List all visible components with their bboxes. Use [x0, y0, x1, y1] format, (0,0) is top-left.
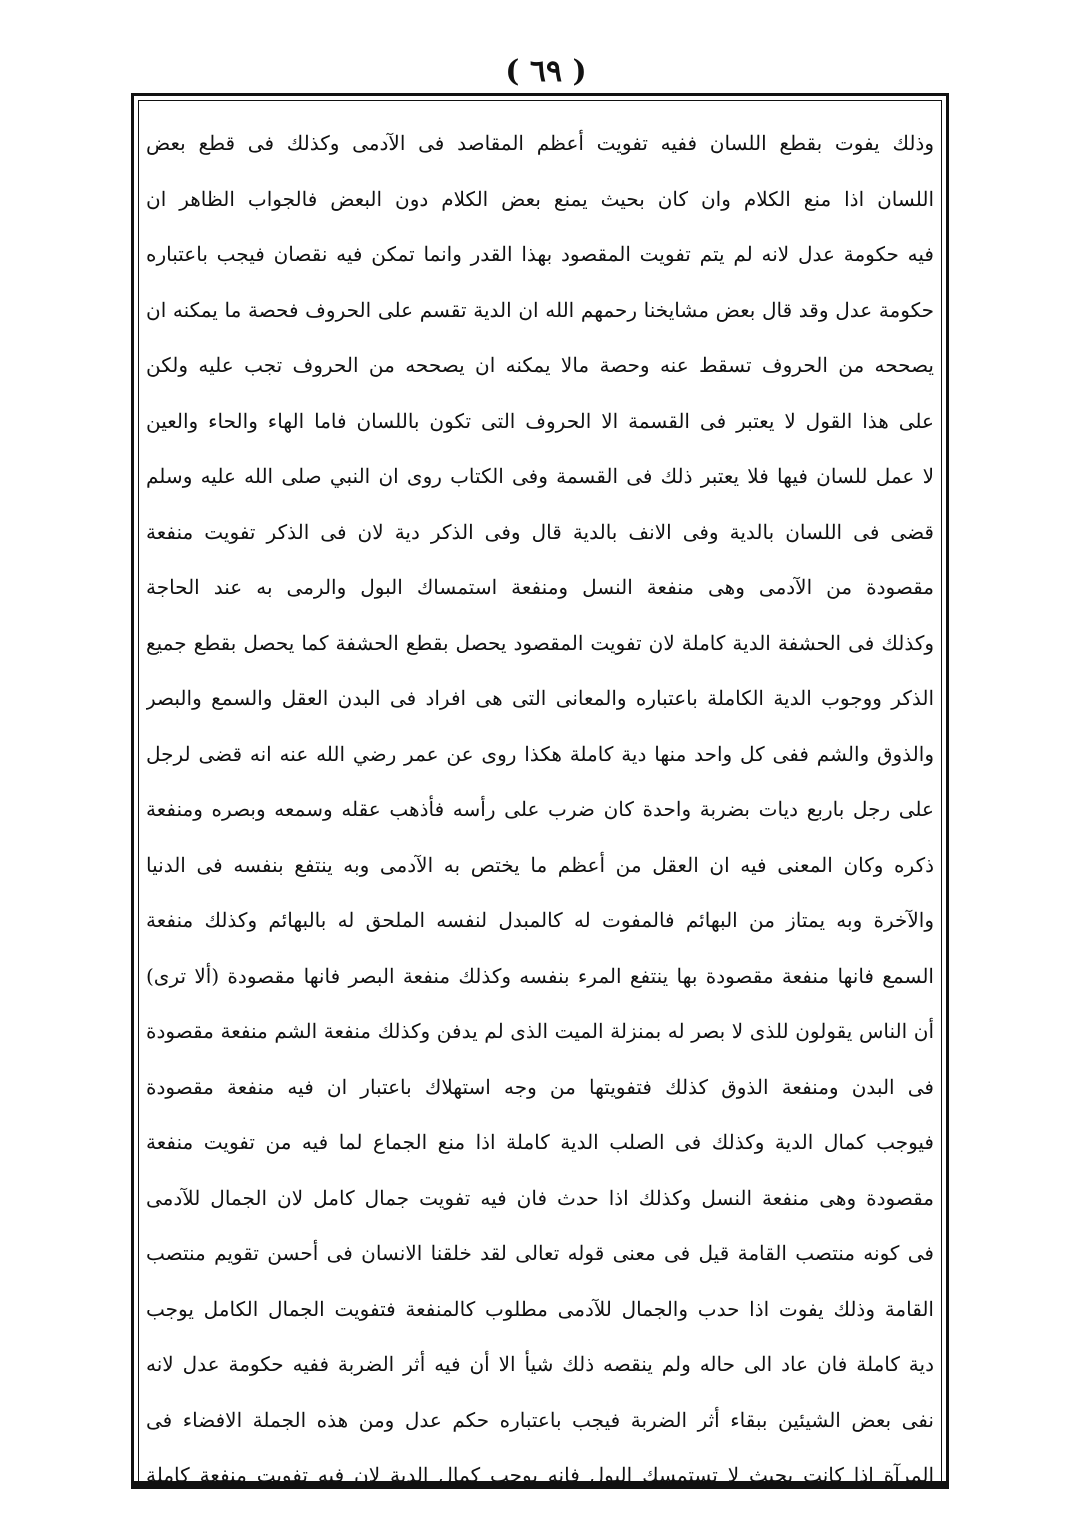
text-line: على رجل باربع ديات بضربة واحدة كان ضرب على رأسه فأذهب عقله وسمعه وبصره ومنفعة	[146, 797, 934, 821]
text-line: يصححه من الحروف تسقط عنه وحصة مالا يمكنه ان يصححه من الحروف تجب عليه ولكن	[146, 353, 934, 377]
text-line: والذوق والشم ففى كل واحد منها دية كاملة هكذا روى عن عمر رضي الله عنه انه قضى لرجل	[146, 741, 934, 766]
text-line: على هذا القول لا يعتبر فى القسمة الا الحروف التى تكون باللسان فاما الهاء والحاء والعين	[146, 408, 934, 433]
text-line: والآخرة وبه يمتاز من البهائم فالمفوت له كالمبدل لنفسه الملحق له بالبهائم وكذلك منفعة	[146, 908, 934, 932]
text-line: فى البدن ومنفعة الذوق كذلك فتفويتها من وجه استهلاك باعتبار ان فيه منفعة مقصودة	[146, 1074, 934, 1099]
text-line: وكذلك فى الحشفة الدية كاملة لان تفويت المقصود يحصل بقطع الحشفة كما يحصل بقطع جميع	[146, 630, 934, 655]
text-line: فيوجب كمال الدية وكذلك فى الصلب الدية كاملة اذا منع الجماع لما فيه من تفويت منفعة	[146, 1130, 934, 1154]
text-line: قضى فى اللسان بالدية وفى الانف بالدية قال وفى الذكر دية لان فى الذكر تفويت منفعة	[146, 519, 934, 544]
text-line: لا عمل للسان فيها فلا يعتبر ذلك فى القسمة وفى الكتاب روى ان النبي صلى الله عليه وسلم	[146, 464, 934, 488]
text-line: أن الناس يقولون للذى لا بصر له بمنزلة الميت الذى لم يدفن وكذلك منفعة الشم منفعة مقصودة	[146, 1019, 934, 1043]
text-line: ذكره وكان المعنى فيه ان العقل من أعظم ما يختص به الآدمى وبه ينتفع بنفسه فى الدنيا	[146, 852, 934, 877]
text-line: الذكر ووجوب الدية الكاملة باعتباره والمعانى التى هى افراد فى البدن العقل والسمع والبصر	[146, 686, 934, 710]
text-line: اللسان اذا منع الكلام وان كان بحيث يمنع بعض الكلام دون البعض فالجواب الظاهر ان	[146, 186, 934, 211]
text-line: وذلك يفوت بقطع اللسان ففيه تفويت أعظم المقاصد فى الآدمى وكذلك فى قطع بعض	[146, 131, 934, 155]
text-line: السمع فانها منفعة مقصودة بها ينتفع المرء بنفسه وكذلك منفعة البصر فانها مقصودة (ألا ترى)	[146, 963, 934, 988]
text-line: القامة وذلك يفوت اذا حدب والجمال للآدمى مطلوب كالمنفعة فتفويت الجمال الكامل يوجب	[146, 1296, 934, 1321]
text-line: مقصودة من الآدمى وهى منفعة النسل ومنفعة استمساك البول والرمى به عند الحاجة	[146, 575, 934, 599]
text-line: حكومة عدل وقد قال بعض مشايخنا رحمهم الله ان الدية تقسم على الحروف فحصة ما يمكنه ان	[146, 297, 934, 322]
text-line: المرآة اذا كانت بحيث لا تستمسك البول فانه يوجب كمال الدية لان فيه تفويت منفعة كاملة	[146, 1463, 934, 1487]
text-line: نفى بعض الشيئين ببقاء أثر الضربة فيجب باعتباره حكم عدل ومن هذه الجملة الافضاء فى	[146, 1407, 934, 1432]
text-line: مقصودة وهى منفعة النسل وكذلك اذا حدث فان فيه تفويت جمال كامل لان الجمال للآدمى	[146, 1185, 934, 1210]
text-line: دية كاملة فان عاد الى حاله ولم ينقصه ذلك شيأ الا أن فيه أثر الضربة ففيه حكومة عدل لانه	[146, 1352, 934, 1376]
text-line: فى كونه منتصب القامة قيل فى معنى قوله تعالى لقد خلقنا الانسان فى أحسن تقويم منتصب	[146, 1241, 934, 1265]
page-number: ( ٦٩ )	[505, 54, 587, 89]
text-line: فيه حكومة عدل لانه لم يتم تفويت المقصود بهذا القدر وانما تمكن فيه نقصان فيجب باعتباره	[146, 242, 934, 266]
body-text	[146, 116, 934, 1504]
